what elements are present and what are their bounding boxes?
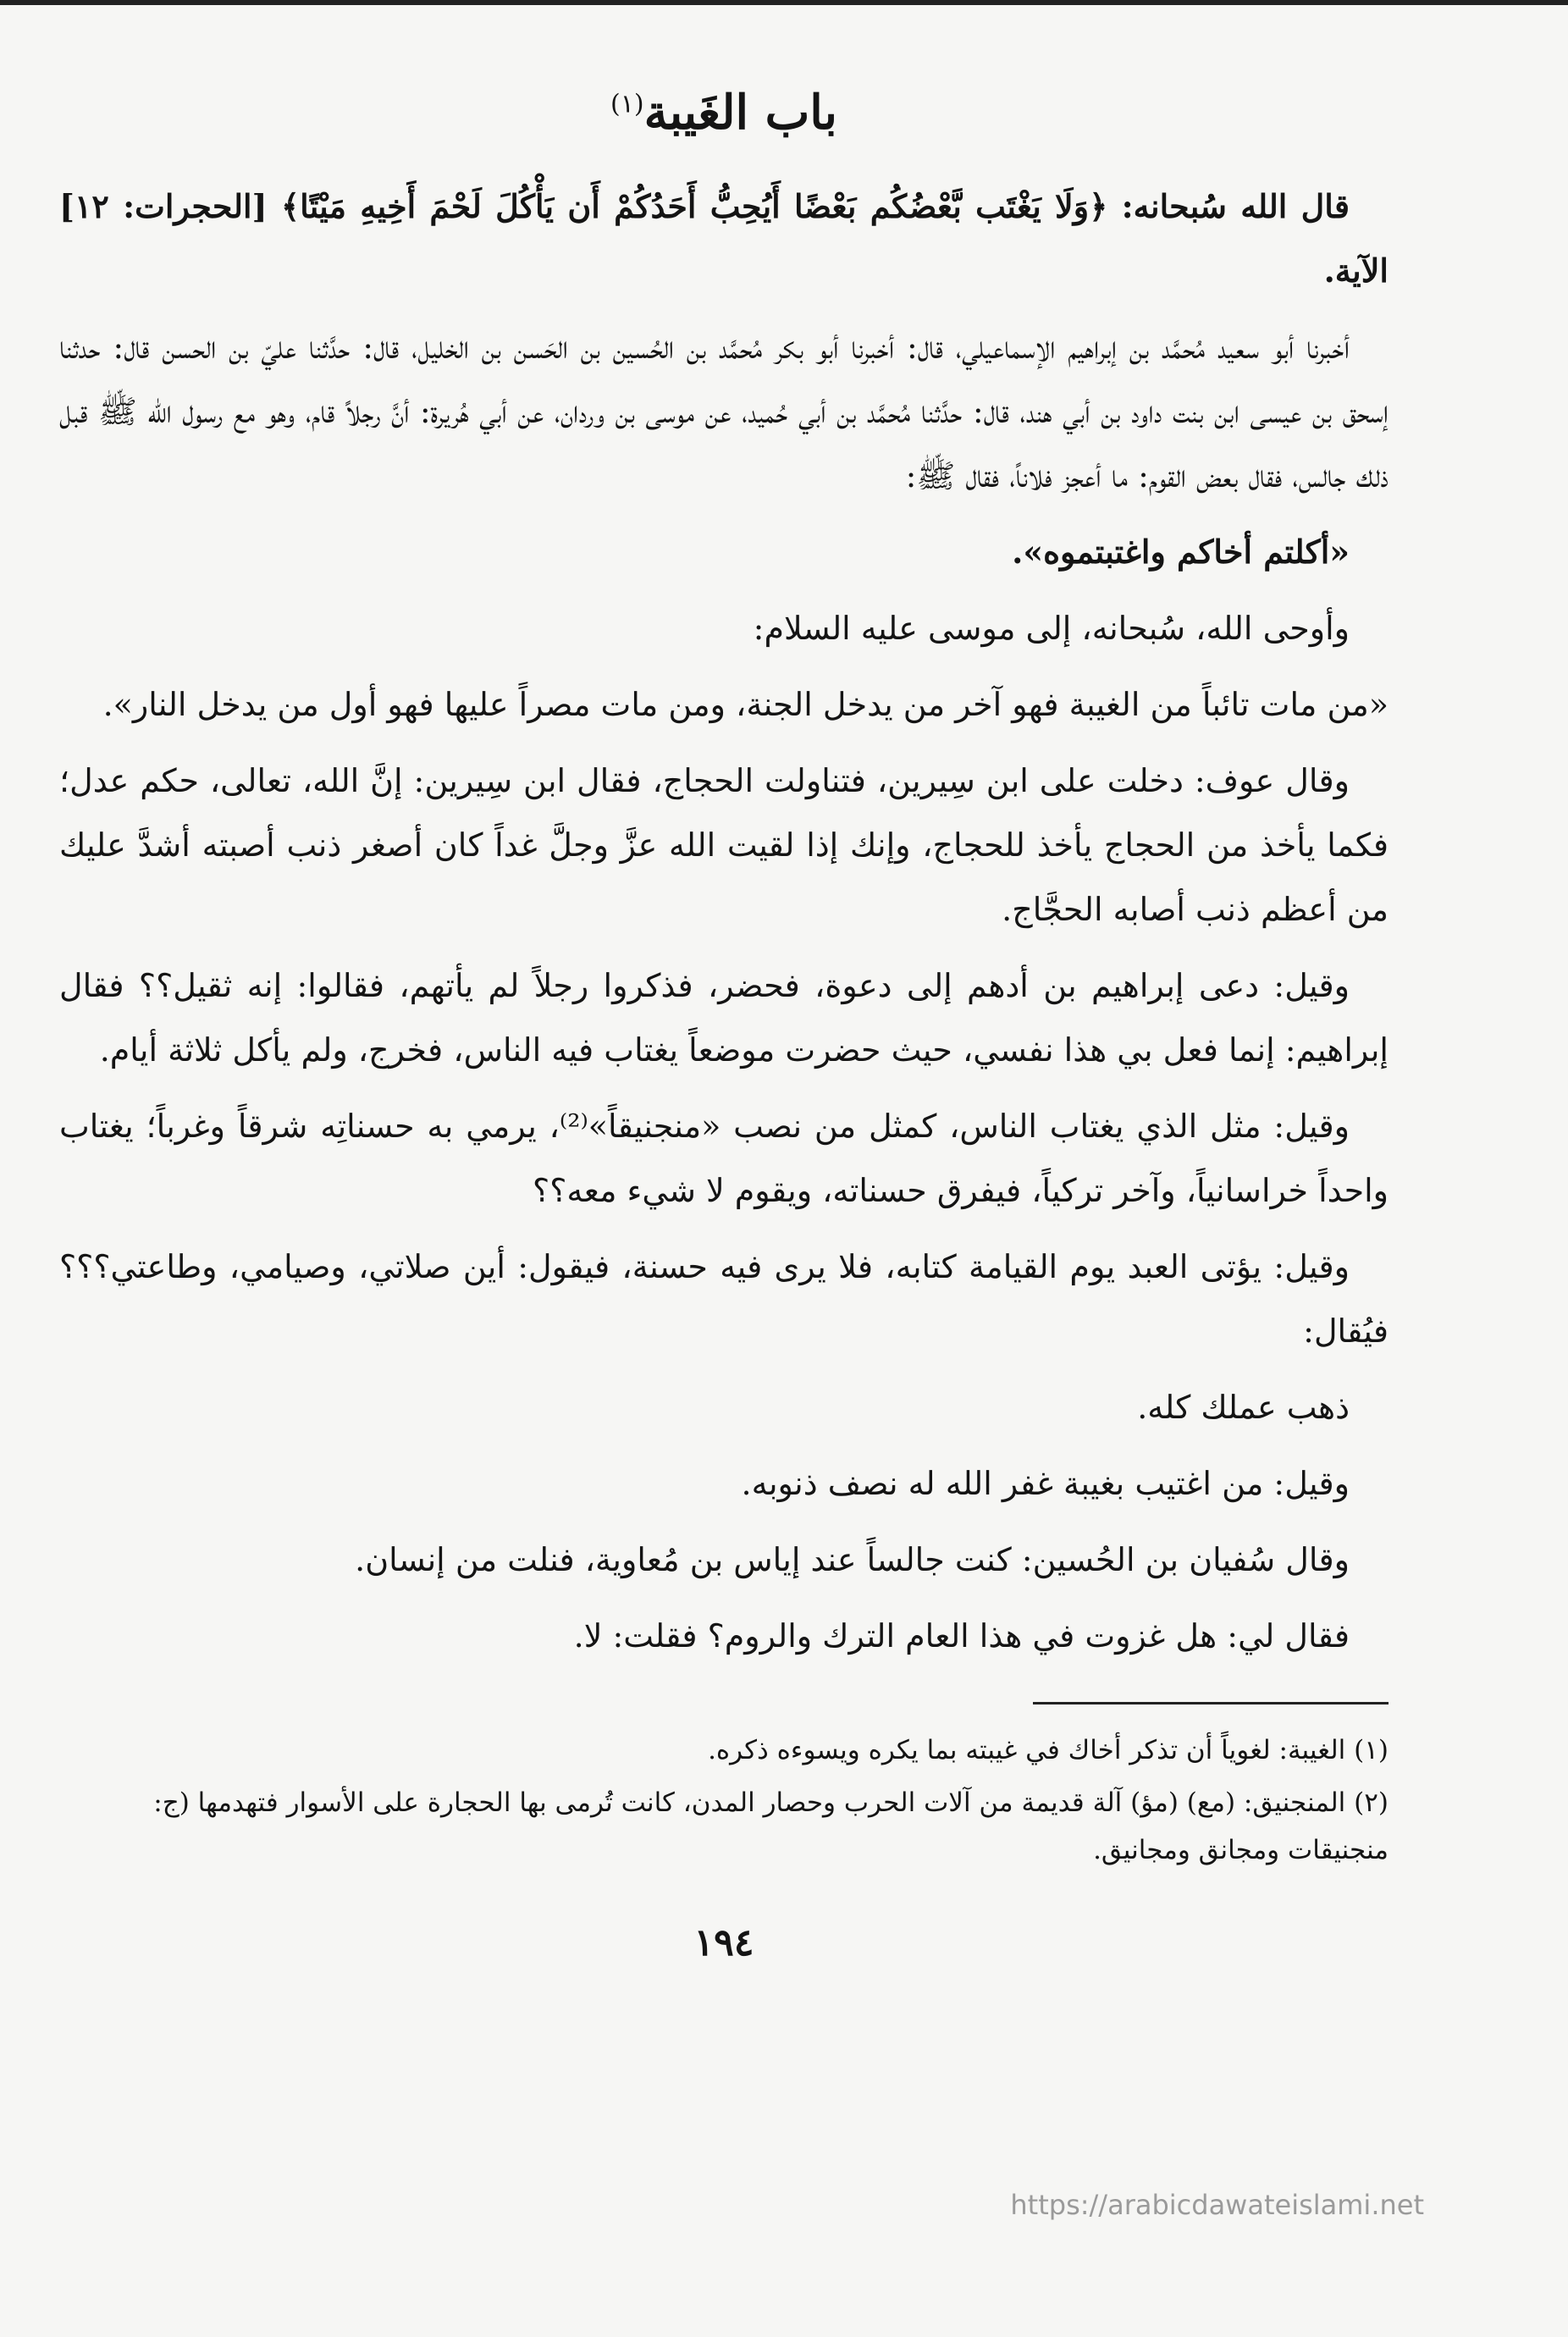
top-border-line — [0, 0, 1568, 5]
chapter-title-text: باب الغَيبة — [643, 85, 837, 141]
paragraph: وأوحى الله، سُبحانه، إلى موسى عليه السلام: — [753, 610, 1350, 647]
book-page — [59, 51, 1389, 2269]
footnote-divider — [1033, 1702, 1389, 1704]
main-text — [59, 174, 1389, 1668]
paragraph: وقال سُفيان بن الحُسين: كنت جالساً عند إياس بن مُعاوية، فنلت من إنسان. — [355, 1541, 1350, 1578]
paragraph: ذهب عملك كله. — [1137, 1389, 1350, 1426]
paragraph: وقيل: دعى إبراهيم بن أدهم إلى دعوة، فحضر، فذكروا رجلاً لم يأتهم، فقالوا: إنه ثقيل؟؟ فقال إبراهيم: إنما فعل بي هذا نفسي، حيث حضرت موضعاً يغتاب فيه الناس، فخرج، ولم يأكل ثلاثة أيام. — [59, 967, 1389, 1069]
paragraph: أخبرنا أبو سعيد مُحمَّد بن إبراهيم الإسماعيلي، قال: أخبرنا أبو بكر مُحمَّد بن الحُسين بن الحَسن بن الخليل، قال: حدَّثنا عليّ بن الحسن قال: حدثنا إسحق بن عيسى ابن بنت داود بن أبي هند، قال: حدَّثنا مُحمَّد بن أبي حُميد، عن موسى بن وردان، عن أبي هُريرة: أنَّ رجلاً قام، وهو مع رسول الله ﷺ قبل ذلك جالس، فقال بعض القوم: ما أعجز فلاناً، فقال ﷺ: — [59, 329, 1389, 494]
paragraph: وقيل: مثل الذي يغتاب الناس، كمثل من نصب «منجنيقاً»⁽²⁾، يرمي به حسناتِه شرقاً وغرباً؛ يغتاب واحداً خراسانياً، وآخر تركياً، فيفرق حسناته، ويقوم لا شيء معه؟؟ — [59, 1108, 1389, 1209]
title-footnote-marker: (١) — [610, 89, 644, 119]
footnote-2: (٢) المنجنيق: (مع) (مؤ) آلة قديمة من آلات الحرب وحصار المدن، كانت تُرمى بها الحجارة على الأسوار فتهدمها (ج: منجنيقات ومجانق ومجانيق. — [153, 1787, 1389, 1865]
watermark-url: https://arabicdawateislami.net — [1010, 2189, 1424, 2221]
paragraph-quran-verse: قال الله سُبحانه: ﴿وَلَا يَغْتَب بَّعْضُكُم بَعْضًا أَيُحِبُّ أَحَدُكُمْ أَن يَأْكُلَ لَحْمَ أَخِيهِ مَيْتًا﴾ [الحجرات: ١٢] الآية. — [59, 187, 1389, 290]
paragraph: فقال لي: هل غزوت في هذا العام الترك والروم؟ فقلت: لا. — [573, 1617, 1350, 1655]
paragraph: «من مات تائباً من الغيبة فهو آخر من يدخل الجنة، ومن مات مصراً عليها فهو أول من يدخل النار». — [102, 686, 1389, 723]
paragraph: وقال عوف: دخلت على ابن سِيرين، فتناولت الحجاج، فقال ابن سِيرين: إنَّ الله، تعالى، حكم عدل؛ فكما يأخذ من الحجاج يأخذ للحجاج، وإنك إذا لقيت الله عزَّ وجلَّ غداً كان أصغر ذنب أصبته أشدَّ عليك من أعظم ذنب أصابه الحجَّاج. — [59, 762, 1389, 928]
paragraph: وقيل: يؤتى العبد يوم القيامة كتابه، فلا يرى فيه حسنة، فيقول: أين صلاتي، وصيامي، وطاعتي؟؟؟ فيُقال: — [59, 1248, 1389, 1350]
footnotes — [59, 1727, 1389, 1874]
page-number: ١٩٤ — [693, 1921, 754, 1964]
paragraph-hadith-quote: «أكلتم أخاكم واغتبتموه». — [1012, 533, 1350, 571]
paragraph: وقيل: من اغتيب بغيبة غفر الله له نصف ذنوبه. — [741, 1465, 1350, 1502]
chapter-title — [59, 85, 1389, 141]
footnote-1: (١) الغيبة: لغوياً أن تذكر أخاك في غيبته بما يكره ويسوءه ذكره. — [708, 1735, 1389, 1765]
